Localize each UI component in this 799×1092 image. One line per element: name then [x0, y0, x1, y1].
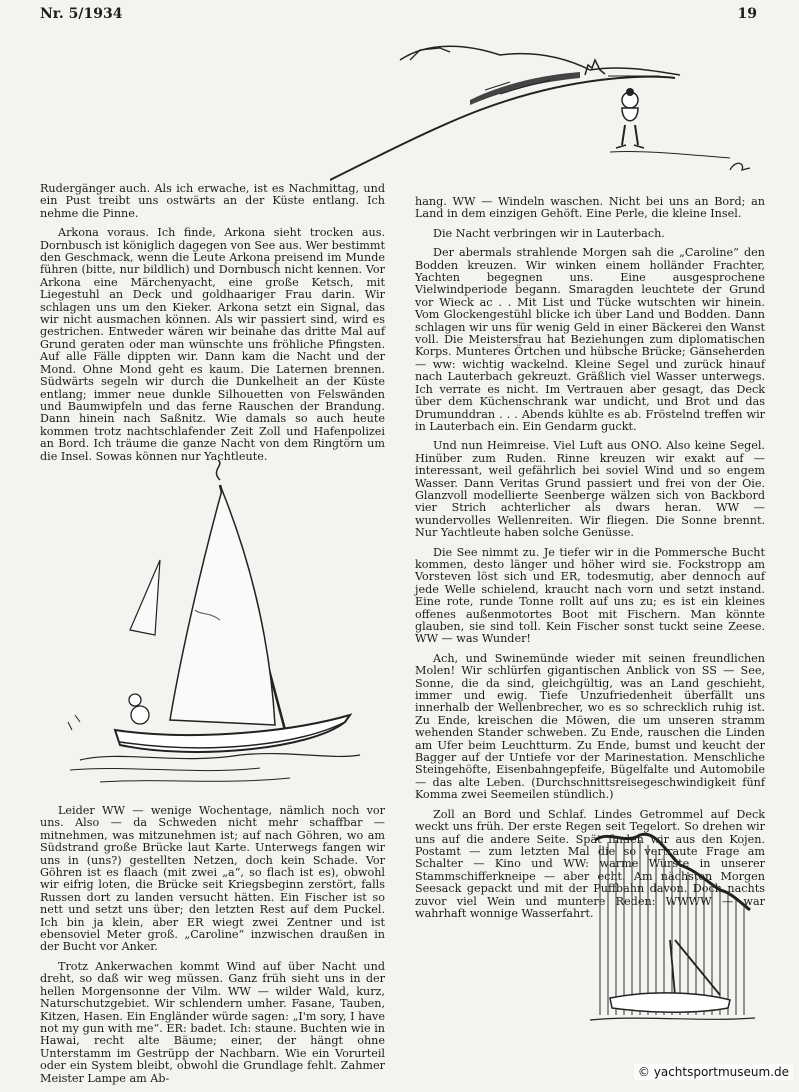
paragraph: Rudergänger auch. Als ich erwache, ist es Nachmittag, und ein Pust treibt uns ostwärts an der Küste entlang. Ich nehme die Pinne.: [40, 182, 385, 220]
rain-illustration: [580, 830, 760, 1030]
left-column-bottom: [40, 805, 385, 1092]
right-column: [415, 196, 765, 927]
paragraph: Die See nimmt zu. Je tiefer wir in die Pommersche Bucht kommen, desto länger und höher wird sie. Fockstropp am Vorsteven löst sich und ER, todesmutig, aber dennoch auf jede Welle schielend, kraucht nach vorn und setzt instand. Eine rote, runde Tonne rollt auf uns zu; es ist ein kleines offenes außenmotortes Boot mit Fischern. Man könnte glauben, sie sind toll. Kein Fischer sonst tuckt seine Zeese. WW — was Wunder!: [415, 545, 765, 646]
paragraph: Trotz Ankerwachen kommt Wind auf über Nacht und dreht, so daß wir weg müssen. Ganz früh sieht uns in der hellen Morgensonne der Vilm. WW — wilder Wald, kurz, Naturschutzgebiet. Wir schlendern umher. Fasane, Tauben, Kitzen, Hasen. Ein Engländer würde sagen: „I'm sory, I have not my gun with me“. ER: badet. Ich: staune. Buchten wie in Hawai, recht alte Bäume; einer, der hängt ohne Unterstamm im Gestrüpp der Nachbarn. Wie ein Vorurteil oder ein System bleibt, obwohl die Grundlage fehlt. Zahmer Meister Lampe am Ab-: [40, 959, 385, 1085]
watermark: © yachtsportmuseum.de: [634, 1064, 793, 1080]
coast-illustration: [330, 30, 770, 190]
paragraph: Leider WW — wenige Wochentage, nämlich noch vor uns. Also — da Schweden nicht mehr schaffbar — mitnehmen, was mitzunehmen ist; auf nach Göhren, wo am Südstrand große Brücke laut Karte. Unterwegs fangen wir uns in (uns?) gestellten Netzen, doch kein Schade. Vor Göhren ist es flaach (mit zwei „a“, so flach ist es), obwohl wir eifrig loten, die Brücke seit Kriegsbeginn zerstört, falls Russen dort zu landen versucht hätten. Ein Fischer ist so nett und setzt uns über; den letzten Rest auf dem Puckel. Ich bin ja klein, aber ER wiegt zwei Zentner und ist ebensoviel Meter groß. „Caroline“ inzwischen draußen in der Bucht vor Anker.: [40, 804, 385, 954]
page-number: 19: [737, 6, 757, 22]
left-column-top: [40, 183, 385, 470]
paragraph: Die Nacht verbringen wir in Lauterbach.: [433, 226, 665, 240]
sailboat-illustration: [60, 460, 380, 800]
paragraph: Und nun Heimreise. Viel Luft aus ONO. Also keine Segel. Hinüber zum Ruden. Rinne kreuzen wir exakt auf — interessant, weil gefährlich bei soviel Wind und so engem Wasser. Dann Veritas Grund passiert und frei von der Oie. Glanzvoll modellierte Seenberge wälzen sich von Backbord vier Strich achterlicher als dwars heran. WW — wundervolles Wellenreiten. Wir fliegen. Die Sonne brennt. Nur Yachtleute haben solche Genüsse.: [415, 439, 765, 540]
paragraph: Arkona voraus. Ich finde, Arkona sieht trocken aus. Dornbusch ist königlich dagegen von See aus. Wer bestimmt den Geschmack, wenn die Leute Arkona preisend im Munde führen (bitte, nur bildlich) und Dornbusch nicht kennen. Vor Arkona eine Märchenyacht, eine große Ketsch, mit Liegestuhl an Deck und goldhaariger Frau darin. Wir schlagen uns um den Kieker. Arkona setzt ein Signal, das wir nicht ausmachen können. Als wir passiert sind, wird es gestrichen. Entweder wären wir beinahe das dritte Mal auf Grund geraten oder man wünschte uns fröhliche Pfingsten. Auf alle Fälle dippten wir. Dann kam die Nacht und der Mond. Ohne Mond geht es kaum. Die Laternen brennen. Südwärts segeln wir durch die Dunkelheit an der Küste entlang; immer neue dunkle Silhouetten von Felswänden und Baumwipfeln und das ferne Rauschen der Brandung. Dann hinein nach Saßnitz. Wie damals so auch heute kommen trotz nachtschlafender Zeit Zoll und Hafenpolizei an Bord. Ich träume die ganze Nacht von dem Ringtörn um die Insel. Sowas können nur Yachtleute.: [40, 226, 385, 463]
paragraph: Ach, und Swinemünde wieder mit seinen freundlichen Molen! Wir schlürfen gigantischen Anblick von SS — See, Sonne, die da sind, gleichgültig, was an Land geschieht, immer und ewig. Tiefe Unzufriedenheit überfällt uns innerhalb der Wellenbrecher, wo es so schrecklich ruhig ist. Zu Ende, kreischen die Möwen, die um unseren stramm wehenden Stander schweben. Zu Ende, rauschen die Linden am Ufer beim Leuchtturm. Zu Ende, bumst und keucht der Bagger auf der Untiefe vor der Marinestation. Menschliche Steingehöfte, Eisenbahngepfeife, Bügelfalte und Automobile — das alte Leben. (Durchschnittsreisegeschwindigkeit fünf Komma zwei Seemeilen stündlich.): [415, 651, 765, 802]
paragraph: Der abermals strahlende Morgen sah die „Caroline“ den Bodden kreuzen. Wir winken einem holländer Frachter, Yachten begegnen uns. Eine ausgesprochene Vielwindperiode begann. Smaragden leuchtete der Grund vor Wieck ac . . Mit List und Tücke wutschten wir hinein. Vom Glockengestühl blicke ich über Land und Bodden. Dann schlagen wir uns für wenig Geld in einer Bäckerei den Wanst voll. Die Meistersfrau hat Beziehungen zum diplomatischen Korps. Munteres Örtchen und hübsche Brücke; Gänseherden — ww: wichtig wackelnd. Kleine Segel und zurück hinauf nach Lauterbach gekreuzt. Gräßlich viel Wasser unterwegs. Ich verrate es nicht. Im Vertrauen aber gesagt, das Deck über dem Küchenschrank war undicht, und Brot und das Drumunddran . . . Abends kühlte es ab. Fröstelnd treffen wir in Lauterbach ein. Ein Gendarm guckt.: [415, 246, 765, 433]
paragraph: Zoll an Bord und Schlaf. Lindes Getrommel auf Deck weckt uns früh. Der erste Regen seit Tegelort. So drehen wir uns auf die andere Seite. Spät finden wir aus den Kojen. Postamt — zum letzten Mal die so vertraute Frage am Schalter — Kino und WW: warme Würste in unserer Stammschifferkneipe — aber echt. Am nächsten Morgen Seesack gepackt und mit der Puffbahn davon. Doch nachts zuvor viel Wein und muntere Reden: WWWW — war wahrhaft wonnige Wasserfahrt.: [415, 807, 765, 920]
paragraph: hang. WW — Windeln waschen. Nicht bei uns an Bord; an Land in dem einzigen Gehöft. Eine Perle, die kleine Insel.: [415, 195, 765, 221]
issue-number: Nr. 5/1934: [40, 6, 123, 22]
